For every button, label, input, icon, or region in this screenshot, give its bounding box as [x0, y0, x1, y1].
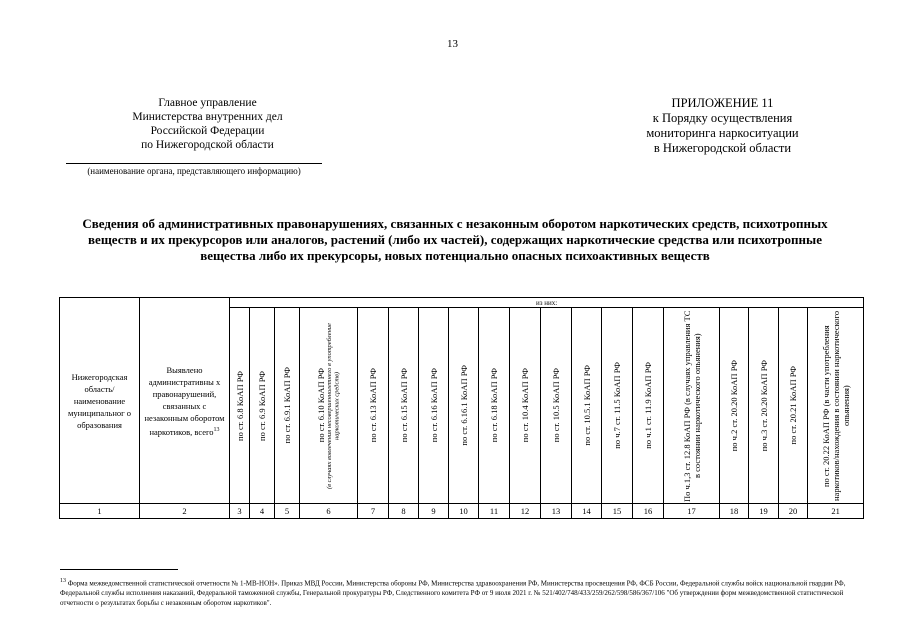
appendix-line: ПРИЛОЖЕНИЕ 11 [671, 96, 774, 110]
article-column-header [275, 308, 300, 504]
article-column-header [358, 308, 389, 504]
column-number: 3 [230, 504, 250, 519]
sender-line: Российской Федерации [150, 125, 265, 137]
column-number: 11 [479, 504, 510, 519]
article-column-header [572, 308, 602, 504]
article-label: по ст. 6.10 КоАП РФ [316, 368, 326, 443]
article-label: по ст. 6.13 КоАП РФ [368, 368, 378, 443]
appendix-line: в Нижегородской области [653, 141, 792, 155]
article-column-header [510, 308, 541, 504]
article-column-header [779, 308, 808, 504]
article-label: по ст. 6.16.1 КоАП РФ [458, 365, 469, 446]
column-number: 16 [633, 504, 664, 519]
article-label: по ст. 20.21 КоАП РФ [788, 366, 798, 445]
article-label: по ст. 6.18 КоАП РФ [489, 368, 499, 443]
column-number: 21 [808, 504, 864, 519]
column-number: 20 [779, 504, 808, 519]
sender-organization-header [100, 96, 315, 152]
footnote [60, 576, 850, 608]
sender-line: по Нижегородской области [141, 139, 274, 151]
page-number: 13 [447, 38, 458, 50]
organ-underline [66, 163, 322, 164]
column-number: 19 [749, 504, 779, 519]
column-number: 18 [720, 504, 749, 519]
column-number: 15 [602, 504, 633, 519]
column-number: 2 [140, 504, 230, 519]
sender-line: Министерства внутренних дел [132, 111, 283, 123]
column-number: 7 [358, 504, 389, 519]
column-number: 9 [419, 504, 449, 519]
footnote-text: Форма межведомственной статистической отчетности № 1-МВ-НОН». Приказ МВД России, Министерства обороны РФ, Министерства здравоохранения РФ, Министерства просвещения РФ, ФСБ России, Федеральной службы войск национальной гвардии РФ, Федеральной службы исполнения наказаний, Федеральной таможенной службы, Генеральной прокуратуры РФ, Следственного комитета РФ от 9 июля 2021 г. № 521/402/748/433/259/262/598/586/367/106 "Об утверждении форм межведомственной статистической отчетности о результатах борьбы с незаконным оборотом наркотиков". [60, 579, 846, 608]
of-which-group-header: из них: [230, 298, 864, 308]
organ-note: (наименование органа, представляющего информацию) [87, 166, 301, 176]
column-number: 14 [572, 504, 602, 519]
article-label: По ч.1,3 ст. 12.8 КоАП РФ (в случаях управления ТС в состоянии наркотического опьянения) [681, 309, 702, 502]
column-number: 12 [510, 504, 541, 519]
column-number: 4 [250, 504, 275, 519]
article-column-header [664, 308, 720, 504]
appendix-line: мониторинга наркоситуации [646, 126, 799, 140]
article-label: по ст. 6.9.1 КоАП РФ [282, 367, 292, 444]
article-label: по ст. 6.8 КоАП РФ [234, 370, 245, 441]
article-column-header [602, 308, 633, 504]
article-label: по ст. 20.22 КоАП РФ (в части употребления наркотиков/нахождения в состоянии наркотического опьянения) [820, 310, 851, 501]
article-label: по ч.7 ст. 11.5 КоАП РФ [612, 362, 622, 449]
column-number: 17 [664, 504, 720, 519]
article-label: по ч.1 ст. 11.9 КоАП РФ [643, 362, 653, 449]
article-column-header [419, 308, 449, 504]
article-column-header [449, 308, 479, 504]
article-label: по ст. 6.16 КоАП РФ [428, 368, 439, 443]
article-label: по ст. 10.5 КоАП РФ [551, 368, 561, 443]
article-label: по ст. 10.5.1 КоАП РФ [581, 365, 592, 446]
article-column-header [250, 308, 275, 504]
footnote-separator [60, 569, 178, 570]
appendix-line: к Порядку осуществления [652, 111, 793, 125]
article-column-header [300, 308, 358, 504]
document-title: Сведения об административных правонарушениях, связанных с незаконным оборотом наркотических средств, психотропных веществ и их прекурсоров или аналогов, растений (либо их частей), содержащих наркотические средства или психотропные вещества либо их прекурсоры, новых потенциально опасных психоактивных веществ [82, 216, 828, 263]
column-number: 6 [300, 504, 358, 519]
total-violations-column-header: Выявлено административны х правонарушений, связанных с незаконным оборотом наркотиков, всего$^{13}$ [140, 298, 230, 504]
article-label: по ст. 6.15 КоАП РФ [398, 368, 409, 443]
article-label: по ст. 10.4 КоАП РФ [520, 368, 530, 443]
article-column-header [230, 308, 250, 504]
article-note: (в случаях вовлечения несовершеннолетнего в употребление наркотических средств) [326, 322, 341, 489]
article-column-header [808, 308, 864, 504]
column-number: 10 [449, 504, 479, 519]
article-label: по ч.2 ст. 20.20 КоАП РФ [729, 359, 739, 452]
article-column-header [541, 308, 572, 504]
article-column-header [720, 308, 749, 504]
article-label: по ст. 6.9 КоАП РФ [257, 370, 267, 441]
report-table [59, 297, 864, 519]
article-column-header [633, 308, 664, 504]
article-column-header [749, 308, 779, 504]
footnote-ref: 13 [213, 426, 220, 433]
article-column-header [479, 308, 510, 504]
footnote-number: 13 [60, 578, 66, 584]
sender-line: Главное управление [158, 97, 257, 109]
column-number: 13 [541, 504, 572, 519]
municipality-column-header: Нижегородская область/ наименование муниципальног о образования [60, 298, 140, 504]
appendix-header [615, 96, 830, 156]
article-column-header [389, 308, 419, 504]
column-number: 5 [275, 504, 300, 519]
column-number: 1 [60, 504, 140, 519]
column-number: 8 [389, 504, 419, 519]
article-label: по ч.3 ст. 20.20 КоАП РФ [758, 359, 769, 452]
